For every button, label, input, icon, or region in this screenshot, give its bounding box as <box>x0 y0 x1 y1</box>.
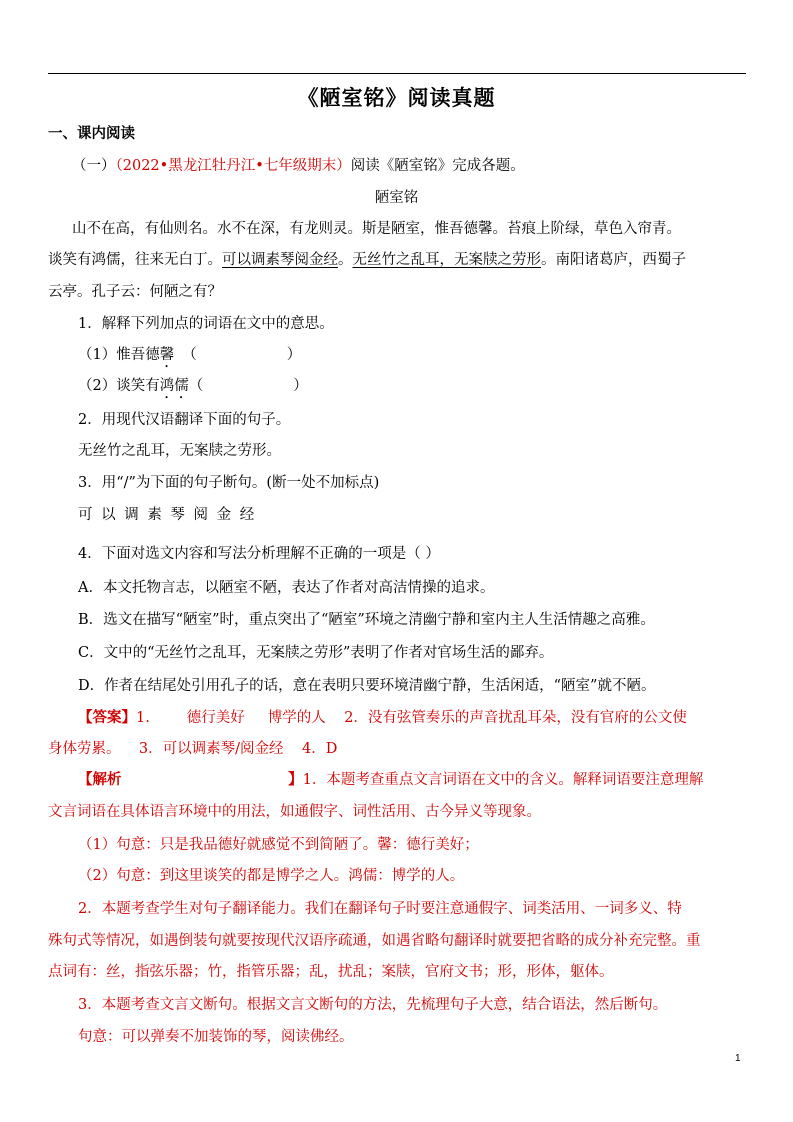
option-c: C．文中的“无丝竹之乱耳，无案牍之劳形”表明了作者对官场生活的鄙弃。 <box>78 645 554 661</box>
question-group-header <box>72 156 772 176</box>
passage-line-3: 云亭。孔子云：何陋之有？ <box>48 284 222 300</box>
dotted-word: 馨 <box>159 347 175 363</box>
option-a: A．本文托物言志，以陋室不陋，表达了作者对高洁情操的追求。 <box>78 580 495 596</box>
analysis-line-4: （2）句意：到这里谈笑的都是博学之人。鸿儒：博学的人。 <box>78 868 465 884</box>
question-1-item-2 <box>78 376 778 402</box>
passage-text: 谈笑有鸿儒，往来无白丁。 <box>48 252 222 268</box>
answer-line-2: 身体劳累。 3．可以调素琴/阅金经 4．D <box>48 741 338 757</box>
option-d: D．作者在结尾处引用孔子的话，意在表明只要环境清幽宁静，生活闲适，“陋室”就不陋。 <box>78 678 656 694</box>
analysis-line-2: 文言词语在具体语言环境中的用法，如通假字、词性活用、古今异义等现象。 <box>48 804 541 820</box>
item-text: （2）谈笑有 <box>78 378 160 394</box>
analysis-line-5: 2．本题考查学生对句子翻译能力。我们在翻译句子时要注意通假字、词类活用、一词多义、特 <box>78 901 682 917</box>
underlined-phrase-2: 无丝竹之乱耳，无案牍之劳形 <box>352 252 541 268</box>
dotted-word: 鸿儒 <box>159 378 189 394</box>
answer-blank-open: （ <box>182 347 197 363</box>
analysis-line-3: （1）句意：只是我品德好就感觉不到简陋了。馨：德行美好； <box>78 837 479 853</box>
page-number: 1 <box>735 1053 741 1064</box>
group-prefix: （一） <box>72 158 116 174</box>
answer-label: 【答案】 <box>78 709 136 726</box>
item-text: （1）惟吾德 <box>78 347 160 363</box>
passage-text: 。 <box>338 252 353 268</box>
question-1: 1．解释下列加点的词语在文中的意思。 <box>78 316 334 332</box>
group-source: （2022•黑龙江牡丹江•七年级期末） <box>115 158 351 174</box>
passage-text: 。南阳诸葛庐，西蜀子 <box>541 252 686 268</box>
answer-blank-close: ） <box>293 378 308 394</box>
answer-blank-open: （ <box>188 378 204 394</box>
question-3: 3．用“/”为下面的句子断句。(断一处不加标点) <box>78 475 380 491</box>
answer-blank-close: ） <box>286 347 302 363</box>
question-4: 4．下面对选文内容和写法分析理解不正确的一项是（ ） <box>78 546 440 562</box>
passage-heading: 陋室铭 <box>374 190 419 206</box>
analysis-text: 1．本题考查重点文言词语在文中的含义。解释词语要注意理解 <box>302 772 704 788</box>
underlined-phrase-1: 可以调素琴阅金经 <box>222 252 338 268</box>
header-rule <box>48 73 746 74</box>
analysis-line-7: 点词有：丝，指弦乐器；竹，指管乐器；乱，扰乱；案牍，官府文书；形，形体，躯体。 <box>48 964 614 980</box>
question-1-item-1 <box>78 345 778 371</box>
analysis-line-1 <box>78 770 778 790</box>
question-2-sentence: 无丝竹之乱耳，无案牍之劳形。 <box>78 443 281 459</box>
answer-line-1 <box>78 708 778 728</box>
analysis-label: 【解析 】 <box>78 771 303 788</box>
group-suffix: 阅读《陋室铭》完成各题。 <box>350 158 525 174</box>
section-heading: 一、课内阅读 <box>48 125 135 142</box>
passage-line-2 <box>48 250 748 270</box>
question-2: 2．用现代汉语翻译下面的句子。 <box>78 412 291 428</box>
page-title: 《陋室铭》阅读真题 <box>297 85 496 110</box>
analysis-line-9: 句意：可以弹奏不加装饰的琴，阅读佛经。 <box>78 1029 354 1045</box>
answer-text: 1. 德行美好 博学的人 2．没有弦管奏乐的声音扰乱耳朵，没有官府的公文使 <box>136 710 687 726</box>
passage-line-1: 山不在高，有仙则名。水不在深，有龙则灵。斯是陋室，惟吾德馨。苔痕上阶绿，草色入帘青。 <box>72 221 681 237</box>
question-3-sentence: 可 以 调 素 琴 阅 金 经 <box>78 507 255 523</box>
analysis-line-6: 殊句式等情况，如遇倒装句就要按现代汉语序疏通，如遇省略句翻译时就要把省略的成分补充完整。重 <box>48 933 701 949</box>
option-b: B．选文在描写“陋室”时，重点突出了“陋室”环境之清幽宁静和室内主人生活情趣之高雅。 <box>78 612 655 628</box>
analysis-line-8: 3．本题考查文言文断句。根据文言文断句的方法，先梳理句子大意，结合语法，然后断句。 <box>78 997 668 1013</box>
